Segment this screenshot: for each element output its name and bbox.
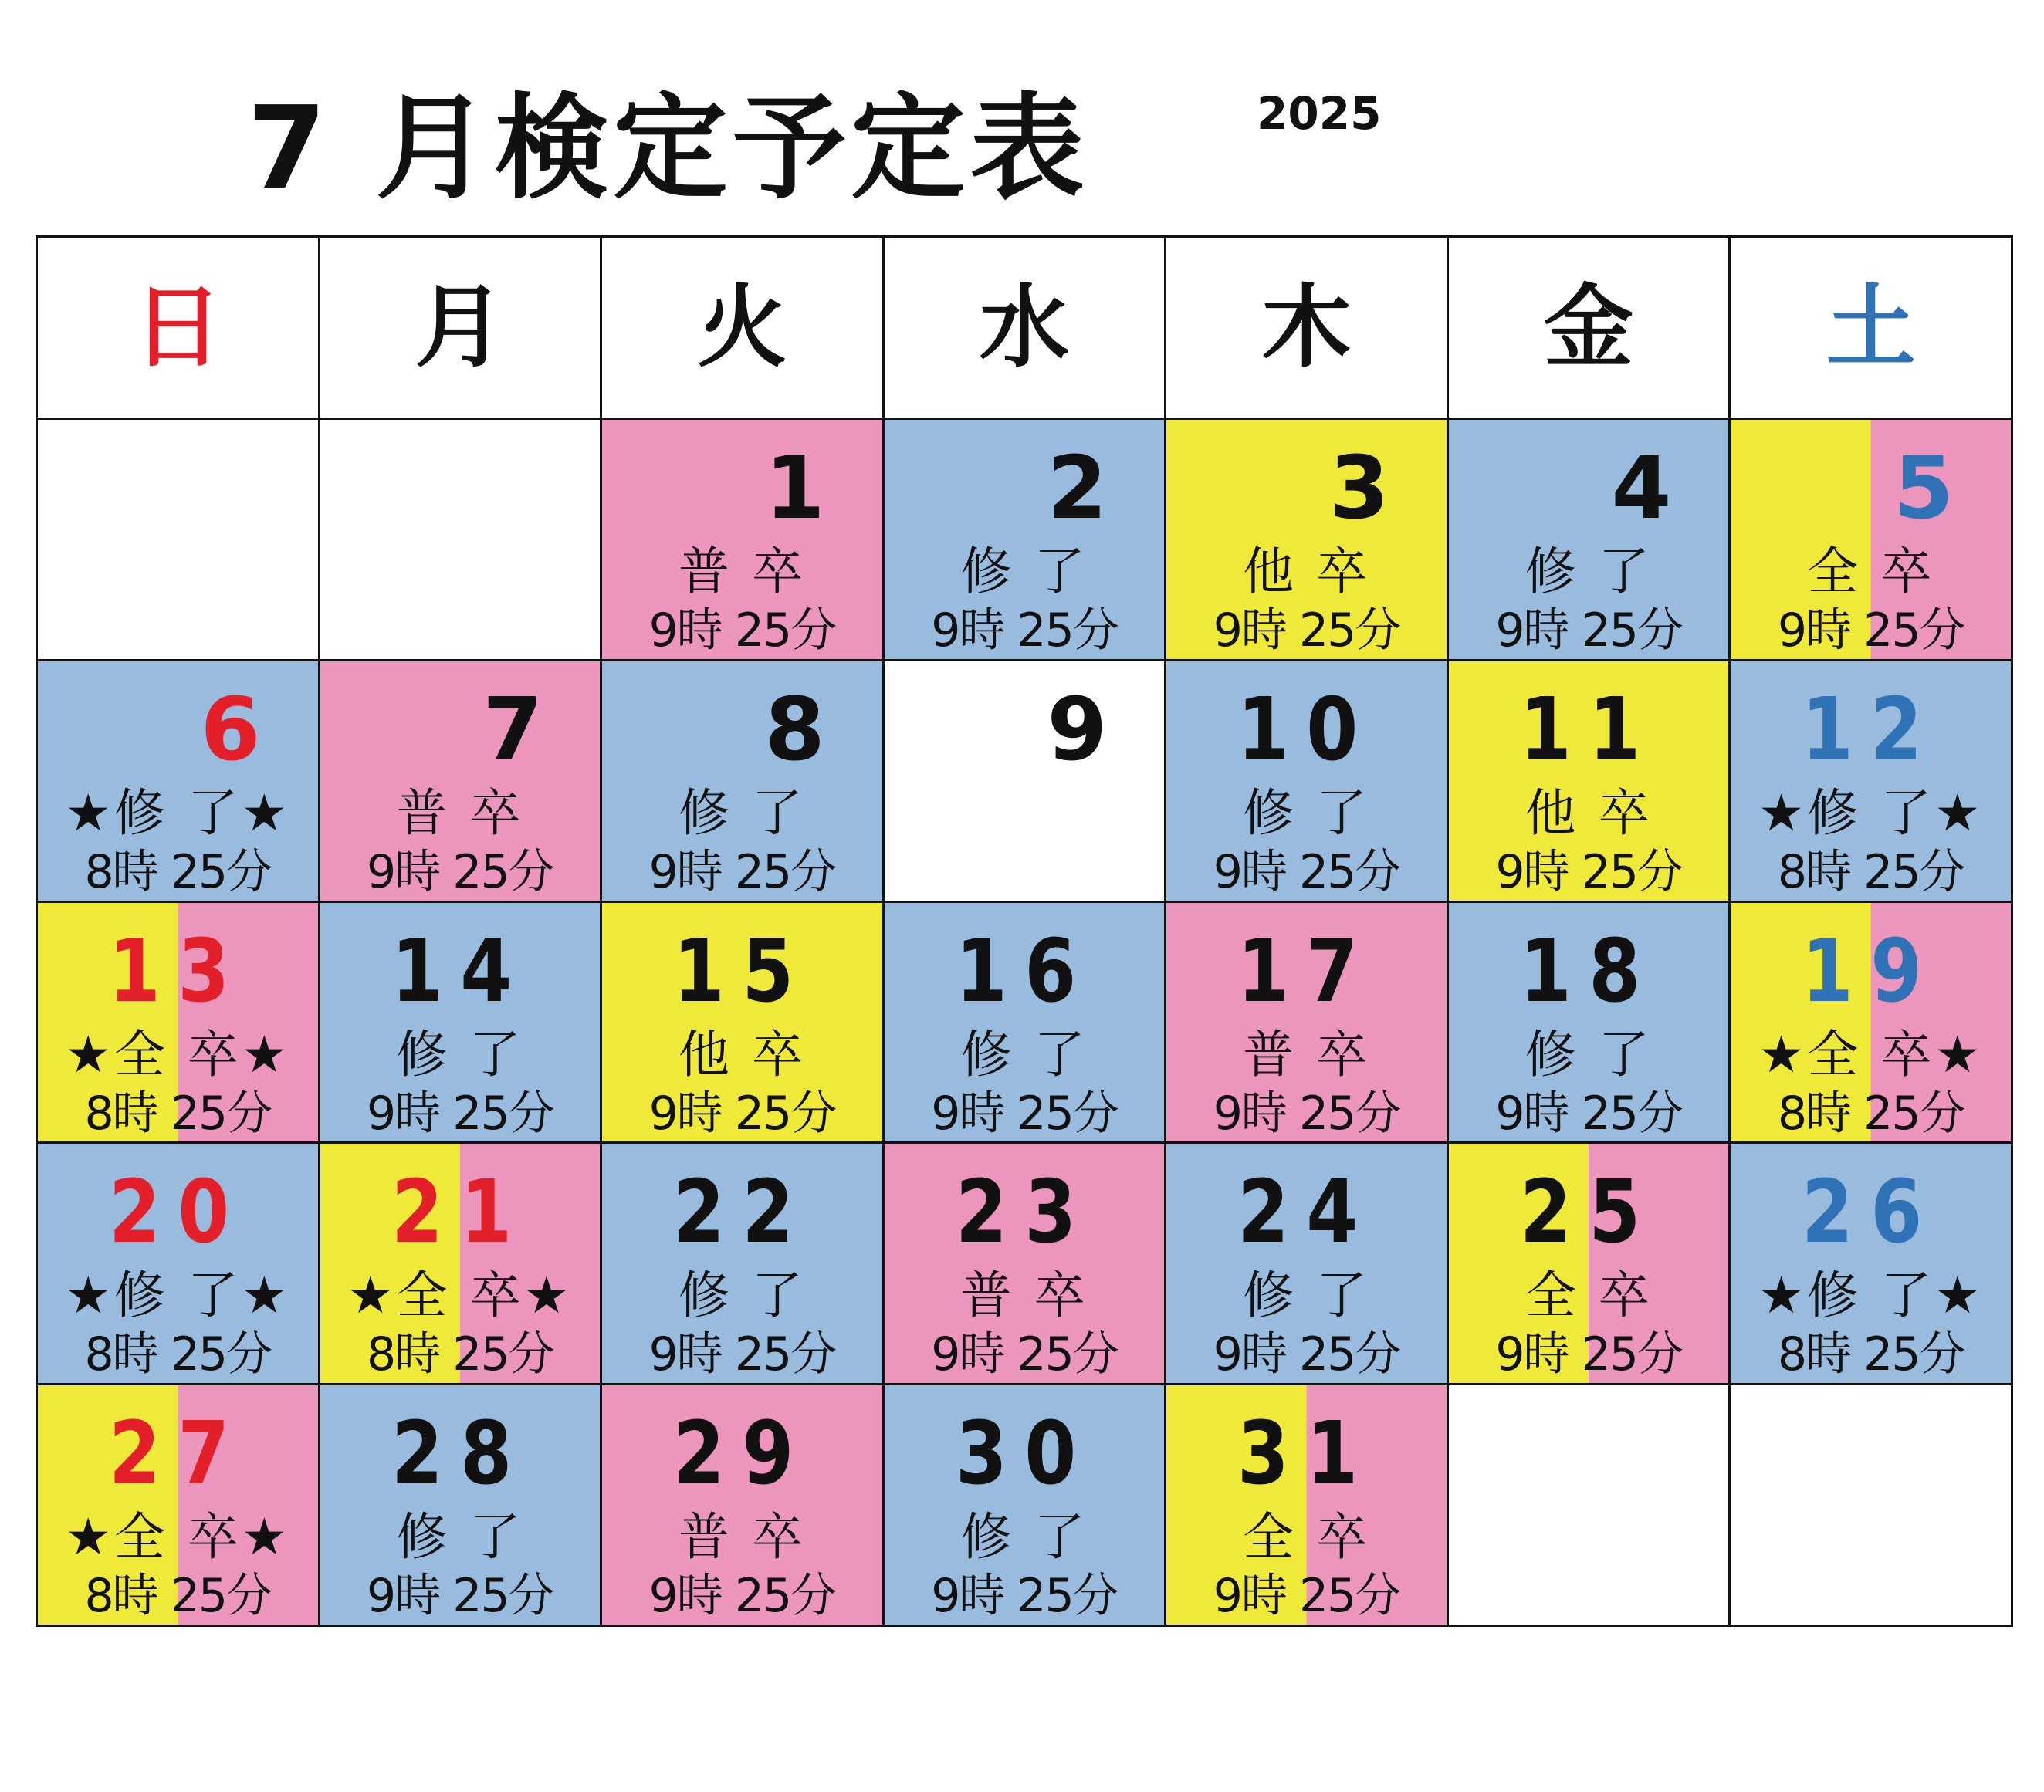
exam-type: 普 卒	[960, 1266, 1088, 1326]
exam-time: 9時 25分	[648, 844, 836, 899]
exam-type: 修 了	[396, 1507, 524, 1567]
day-cell	[1166, 903, 1449, 1145]
day-number: 16	[955, 921, 1094, 1022]
exam-type: 修 了	[1525, 1024, 1653, 1084]
day-cell	[885, 903, 1167, 1145]
weekday-header	[38, 238, 320, 420]
exam-time: 9時 25分	[648, 1086, 836, 1141]
day-number: 28	[391, 1404, 530, 1505]
exam-type: 修 了	[396, 1024, 524, 1084]
day-number: 14	[391, 921, 530, 1022]
weekday-label: 月	[415, 275, 505, 380]
exam-time: 8時 25分	[1777, 1086, 1964, 1141]
exam-time: 9時 25分	[367, 1086, 553, 1141]
exam-time: 9時 25分	[648, 1569, 836, 1624]
day-cell	[38, 1144, 320, 1385]
day-number: 7	[482, 679, 543, 780]
empty-day-cell	[1449, 1385, 1731, 1627]
day-number: 31	[1237, 1404, 1376, 1505]
day-number: 3	[1328, 438, 1389, 539]
exam-time: 8時 25分	[84, 1327, 272, 1382]
day-number: 29	[673, 1404, 811, 1505]
day-number: 11	[1519, 679, 1658, 780]
exam-type: 全 卒	[1525, 1266, 1653, 1326]
exam-time: 9時 25分	[931, 1086, 1118, 1141]
day-number: 5	[1893, 438, 1954, 539]
exam-time: 9時 25分	[1495, 1086, 1682, 1141]
day-number: 4	[1611, 438, 1672, 539]
empty-day-cell	[1731, 1385, 2013, 1627]
exam-time: 9時 25分	[648, 604, 836, 658]
day-cell	[38, 1385, 320, 1627]
day-cell	[1731, 661, 2013, 903]
exam-type: 修 了	[960, 542, 1088, 601]
day-number: 15	[673, 921, 811, 1022]
exam-time: 9時 25分	[931, 604, 1118, 658]
day-cell	[320, 903, 603, 1145]
day-number: 21	[391, 1162, 530, 1263]
day-cell	[1731, 1144, 2013, 1385]
weekday-header	[320, 238, 603, 420]
exam-type: 普 卒	[1243, 1024, 1371, 1084]
page-title: 7 月検定予定表	[247, 82, 1089, 215]
day-cell	[320, 1385, 603, 1627]
weekday-label: 日	[133, 275, 223, 380]
day-cell	[885, 1144, 1167, 1385]
day-number: 23	[955, 1162, 1094, 1263]
day-cell	[602, 661, 885, 903]
exam-time: 8時 25分	[367, 1327, 553, 1382]
exam-type: 普 卒	[678, 542, 806, 601]
exam-time: 9時 25分	[1495, 604, 1682, 658]
calendar-grid	[36, 235, 2013, 1627]
day-number: 13	[108, 921, 247, 1022]
exam-type: 全 卒	[1807, 542, 1935, 601]
exam-type: ★全 卒★	[65, 1507, 290, 1567]
exam-time: 8時 25分	[84, 1569, 272, 1624]
exam-type: 他 卒	[1243, 542, 1371, 601]
day-cell	[1449, 420, 1731, 661]
exam-time: 9時 25分	[1213, 604, 1400, 658]
weekday-label: 土	[1826, 275, 1916, 380]
exam-time: 9時 25分	[1213, 844, 1400, 899]
day-number: 1	[764, 438, 825, 539]
day-number: 19	[1802, 921, 1941, 1022]
day-number: 27	[108, 1404, 247, 1505]
day-number: 20	[108, 1162, 247, 1263]
exam-type: ★修 了★	[1758, 783, 1984, 843]
weekday-label: 火	[697, 275, 787, 380]
day-cell	[38, 661, 320, 903]
day-cell	[1449, 661, 1731, 903]
exam-type: 修 了	[1243, 1266, 1371, 1326]
day-cell	[602, 903, 885, 1145]
day-number: 26	[1802, 1162, 1941, 1263]
day-cell	[602, 420, 885, 661]
day-number: 9	[1047, 679, 1108, 780]
exam-time: 9時 25分	[1213, 1086, 1400, 1141]
day-cell	[1166, 1385, 1449, 1627]
weekday-header	[1449, 238, 1731, 420]
exam-time: 9時 25分	[1213, 1327, 1400, 1382]
day-cell	[38, 903, 320, 1145]
exam-type: ★全 卒★	[347, 1266, 573, 1326]
day-number: 24	[1237, 1162, 1376, 1263]
weekday-header	[602, 238, 885, 420]
weekday-label: 水	[979, 275, 1069, 380]
exam-time: 8時 25分	[84, 1086, 272, 1141]
exam-type: 修 了	[960, 1024, 1088, 1084]
weekday-header	[885, 238, 1167, 420]
exam-type: 修 了	[678, 1266, 806, 1326]
day-cell	[885, 1385, 1167, 1627]
exam-type: 普 卒	[396, 783, 524, 843]
exam-time: 9時 25分	[1495, 1327, 1682, 1382]
day-cell	[885, 420, 1167, 661]
exam-time: 8時 25分	[1777, 844, 1964, 899]
weekday-header	[1166, 238, 1449, 420]
exam-type: ★全 卒★	[1758, 1024, 1984, 1084]
day-number: 8	[764, 679, 825, 780]
exam-type: 普 卒	[678, 1507, 806, 1567]
exam-type: 他 卒	[678, 1024, 806, 1084]
day-cell	[602, 1385, 885, 1627]
exam-time: 8時 25分	[84, 844, 272, 899]
day-number: 25	[1519, 1162, 1658, 1263]
empty-day-cell	[320, 420, 603, 661]
day-cell	[1166, 1144, 1449, 1385]
day-number: 10	[1237, 679, 1376, 780]
day-cell	[1449, 1144, 1731, 1385]
exam-time: 9時 25分	[1777, 604, 1964, 658]
exam-type: ★修 了★	[65, 783, 290, 843]
exam-type: 修 了	[1243, 783, 1371, 843]
exam-type: 修 了	[960, 1507, 1088, 1567]
exam-type: ★修 了★	[65, 1266, 290, 1326]
weekday-label: 金	[1544, 275, 1634, 380]
weekday-header	[1731, 238, 2013, 420]
day-cell	[1166, 661, 1449, 903]
day-cell	[885, 661, 1167, 903]
day-cell	[1731, 903, 2013, 1145]
exam-type: 修 了	[1525, 542, 1653, 601]
day-number: 17	[1237, 921, 1376, 1022]
exam-time: 9時 25分	[1213, 1569, 1400, 1624]
day-cell	[1731, 420, 2013, 661]
day-cell	[602, 1144, 885, 1385]
exam-type: 修 了	[678, 783, 806, 843]
day-cell	[320, 1144, 603, 1385]
day-number: 30	[955, 1404, 1094, 1505]
day-cell	[1166, 420, 1449, 661]
exam-type: ★修 了★	[1758, 1266, 1984, 1326]
exam-time: 9時 25分	[648, 1327, 836, 1382]
exam-time: 9時 25分	[367, 1569, 553, 1624]
day-cell	[320, 661, 603, 903]
empty-day-cell	[38, 420, 320, 661]
day-number: 12	[1802, 679, 1941, 780]
exam-type: 全 卒	[1243, 1507, 1371, 1567]
day-number: 22	[673, 1162, 811, 1263]
exam-type: 他 卒	[1525, 783, 1653, 843]
year-label: 2025	[1257, 87, 1382, 140]
exam-time: 9時 25分	[931, 1327, 1118, 1382]
day-number: 6	[200, 679, 261, 780]
day-number: 2	[1047, 438, 1108, 539]
exam-type: ★全 卒★	[65, 1024, 290, 1084]
exam-time: 9時 25分	[367, 844, 553, 899]
exam-time: 9時 25分	[931, 1569, 1118, 1624]
exam-time: 9時 25分	[1495, 844, 1682, 899]
exam-time: 8時 25分	[1777, 1327, 1964, 1382]
weekday-label: 木	[1261, 275, 1352, 380]
day-number: 18	[1519, 921, 1658, 1022]
day-cell	[1449, 903, 1731, 1145]
